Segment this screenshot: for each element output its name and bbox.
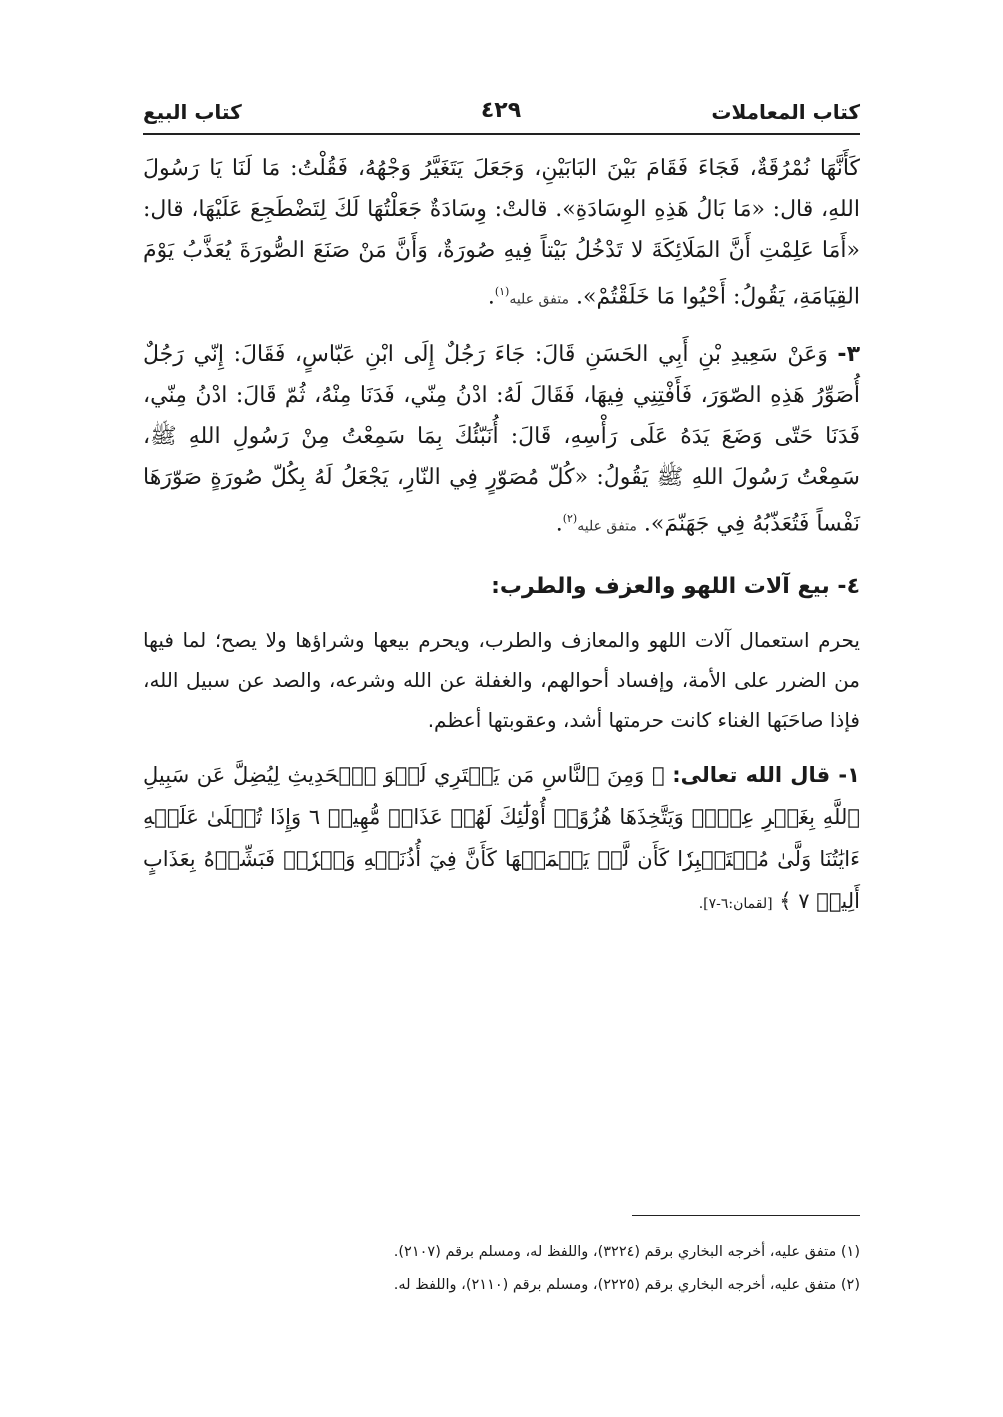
section-heading: ٤- بيع آلات اللهو والعزف والطرب: <box>491 573 860 599</box>
footnotes <box>143 1236 860 1302</box>
hadith-3-text: وَعَنْ سَعِيدِ بْنِ أَبِي الحَسَنِ قَالَ: جَاءَ رَجُلٌ إِلَى ابْنِ عَبّاسٍ، فَقَالَ: إِنّي رَجُلٌ أُصَوِّرُ هَذِهِ الصّوَرَ، فَأَفْتِنِي فِيهَا، فَقَالَ لَهُ: ادْنُ مِنّي، فَدَنَا مِنْهُ، ثُمّ قَالَ: ادْنُ مِنّي، فَدَنَا حَتّى وَضَعَ يَدَهُ عَلَى رَأْسِهِ، قَالَ: أُنَبّئُكَ بِمَا سَمِعْتُ مِنْ رَسُولِ اللهِ ﷺ، سَمِعْتُ رَسُولَ اللهِ ﷺ يَقُولُ: «كُلّ مُصَوّرٍ فِي النّارِ، يَجْعَلُ لَهُ بِكُلّ صُورَةٍ صَوّرَهَا نَفْساً فَتُعَذّبُهُ فِي جَهَنّمَ». <box>143 342 860 537</box>
running-header <box>143 96 860 130</box>
book-title: كتاب المعاملات <box>711 100 860 124</box>
hadith-3-end: . <box>555 511 563 537</box>
footnote-1: (١) متفق عليه، أخرجه البخاري برقم (٣٢٢٤)، واللفظ له، ومسلم برقم (٢١٠٧). <box>393 1244 860 1260</box>
main-content <box>143 148 860 946</box>
footnote-marker-2[interactable]: (٢) <box>562 512 578 526</box>
chapter-title: كتاب البيع <box>143 100 242 124</box>
hadith-continued-text: كَأَنَّهَا نُمْرُقَةٌ، فَجَاءَ فَقَامَ بَيْنَ البَابَيْنِ، وَجَعَلَ يَتَغَيَّرُ وَجْهُهُ، فَقُلْتُ: مَا لَنَا يَا رَسُولَ اللهِ، قال: «مَا بَالُ هَذِهِ الوِسَادَةِ». قالتْ: وِسَادَةٌ جَعَلْتُهَا لَكَ لِتَضْطَجِعَ عَلَيْهَا، قال: «أَمَا عَلِمْتِ أَنَّ المَلَائِكَةَ لا تَدْخُلُ بَيْتاً فِيهِ صُورَةٌ، وَأَنَّ مَنْ صَنَعَ الصُّورَةَ يُعَذَّبُ يَوْمَ القِيَامَةِ، يَقُولُ: أَحْيُوا مَا خَلَقْتُمْ». <box>143 156 860 310</box>
section-body: يحرم استعمال آلات اللهو والمعازف والطرب، ويحرم بيعها وشراؤها ولا يصح؛ لما فيها من الضرر على الأمة، وإفساد أحوالهم، والغفلة عن الله وشرعه، والصد عن سبيل الله، فإذا صاحَبَها الغناء كانت حرمتها أشد، وعقوبتها أعظم. <box>143 627 860 732</box>
verse-text: وَمِنَ ٱلنَّاسِ مَن يَشۡتَرِي لَهۡوَ ٱلۡحَدِيثِ لِيُضِلَّ عَن سَبِيلِ ٱللَّهِ بِغَيۡرِ عِلۡمٖ وَيَتَّخِذَهَا هُزُوًاۚ أُوْلَٰٓئِكَ لَهُمۡ عَذَابٞ مُّهِينٞ ٦ وَإِذَا تُتۡلَىٰ عَلَيۡهِ ءَايَٰتُنَا وَلَّىٰ مُسۡتَكۡبِرٗا كَأَن لَّمۡ يَسۡمَعۡهَا كَأَنَّ فِيٓ أُذُنَيۡهِ وَقۡرٗاۖ فَبَشِّرۡهُ بِعَذَابٍ أَلِيمٖ ٧ <box>143 762 860 913</box>
hadith-continued <box>143 148 860 320</box>
footnote-2: (٢) متفق عليه، أخرجه البخاري برقم (٢٢٢٥)، ومسلم برقم (٢١١٠)، واللفظ له. <box>393 1277 860 1293</box>
hadith-continued-end: . <box>487 284 495 310</box>
hadith-3 <box>143 334 860 547</box>
page-number: ٤٢٩ <box>480 98 522 123</box>
verse-close-bracket: ﴾ <box>779 888 792 913</box>
hadith-continued-ref: متفق عليه <box>509 291 569 308</box>
hadith-3-number: ٣- <box>837 342 860 368</box>
hadith-3-ref: متفق عليه <box>577 518 637 535</box>
quran-verse <box>143 754 860 925</box>
verse-source: [لقمان:٦-٧]. <box>698 895 773 912</box>
verse-label: ١- قال الله تعالى: <box>672 762 860 787</box>
header-divider <box>143 133 860 135</box>
footnote-marker-1[interactable]: (١) <box>494 285 510 298</box>
footnote-divider <box>632 1215 860 1216</box>
verse-open-bracket: ﴿ <box>651 762 665 787</box>
